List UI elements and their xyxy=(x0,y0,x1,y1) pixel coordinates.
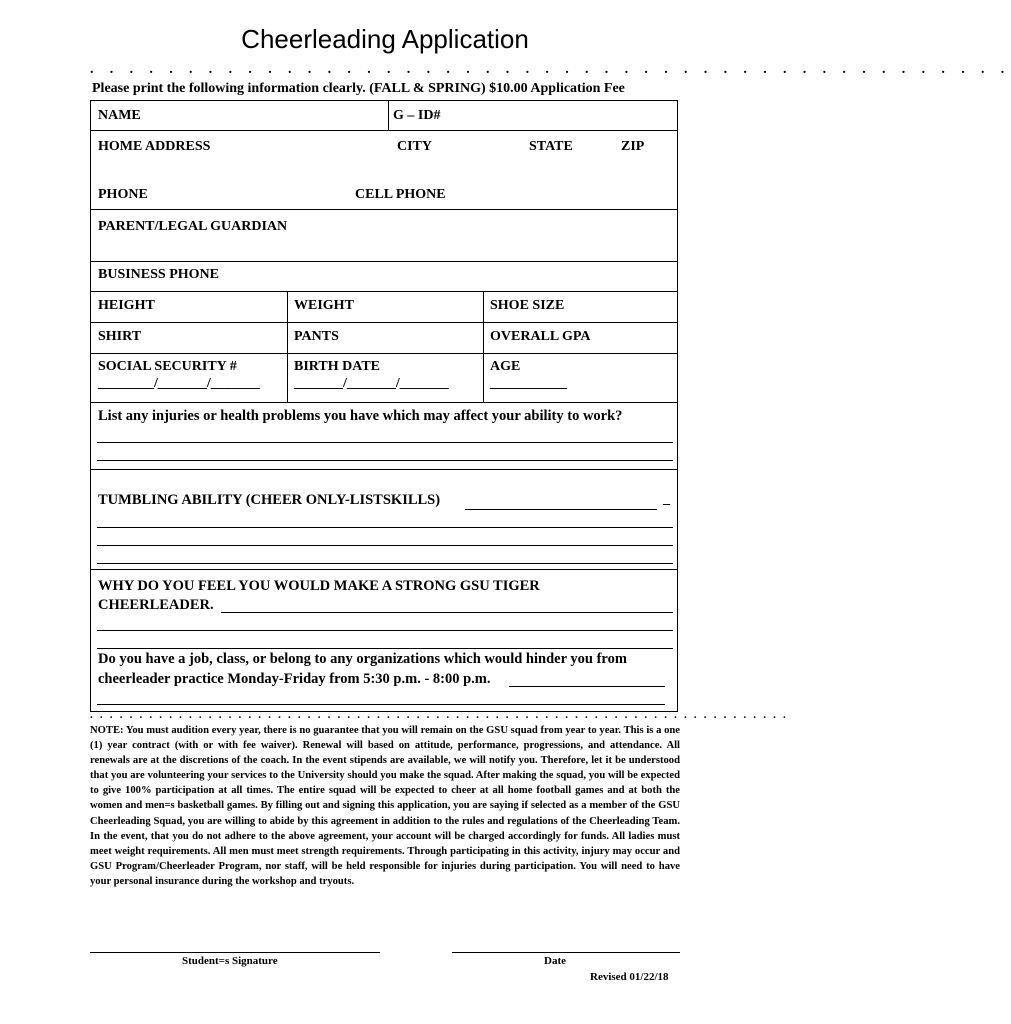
why-question-line2: CHEERLEADER. xyxy=(98,597,214,613)
column-divider xyxy=(483,291,484,402)
injuries-question-text: List any injuries or health problems you have which may affect your ability to work? xyxy=(98,408,623,424)
phone-label: PHONE xyxy=(98,187,148,202)
age-blank[interactable]: ___________ xyxy=(490,376,567,391)
answer-line[interactable] xyxy=(97,527,673,528)
answer-line[interactable] xyxy=(97,648,673,649)
row-divider xyxy=(91,261,677,262)
answer-line[interactable] xyxy=(465,509,657,510)
birth-date-label: BIRTH DATE xyxy=(294,359,380,374)
answer-line[interactable] xyxy=(221,612,673,613)
page-title: Cheerleading Application xyxy=(241,24,529,54)
job-question-line1: Do you have a job, class, or belong to any organizations which would hinder you from xyxy=(98,651,627,667)
row-divider xyxy=(91,353,677,354)
why-question-line1: WHY DO YOU FEEL YOU WOULD MAKE A STRONG GSU TIGER xyxy=(98,578,540,594)
zip-label: ZIP xyxy=(621,139,645,154)
tumbling-label: TUMBLING ABILITY (CHEER ONLY-LISTSKILLS) xyxy=(98,492,441,508)
ssn-blank[interactable]: ________/_______/_______ xyxy=(98,376,260,391)
student-signature-label: Student=s Signature xyxy=(182,955,278,967)
cell-phone-label: CELL PHONE xyxy=(355,187,446,202)
date-line[interactable] xyxy=(452,952,680,953)
age-label: AGE xyxy=(490,359,521,374)
answer-line[interactable] xyxy=(97,563,673,564)
name-label: NAME xyxy=(98,108,141,123)
answer-line[interactable] xyxy=(97,630,673,631)
instructions: Please print the following information clearly. (FALL & SPRING) $10.00 Application Fee xyxy=(92,81,625,96)
application-form xyxy=(90,100,678,712)
ssn-label: SOCIAL SECURITY # xyxy=(98,359,237,374)
shirt-label: SHIRT xyxy=(98,329,142,344)
parent-guardian-label: PARENT/LEGAL GUARDIAN xyxy=(98,219,288,234)
row-divider xyxy=(91,130,677,131)
business-phone-label: BUSINESS PHONE xyxy=(98,267,219,282)
city-label: CITY xyxy=(397,139,433,154)
signature-line[interactable] xyxy=(90,952,380,953)
injuries-question xyxy=(98,408,622,425)
weight-label: WEIGHT xyxy=(294,298,354,313)
answer-line[interactable] xyxy=(97,545,673,546)
note-paragraph xyxy=(90,723,680,889)
overall-gpa-label: OVERALL GPA xyxy=(490,329,591,344)
gid-label: G – ID# xyxy=(393,108,441,123)
revised-label: Revised 01/22/18 xyxy=(590,971,669,983)
answer-line[interactable] xyxy=(97,442,673,443)
tumbling-trail: _ xyxy=(663,492,670,507)
height-label: HEIGHT xyxy=(98,298,155,313)
answer-line[interactable] xyxy=(509,686,665,687)
pants-label: PANTS xyxy=(294,329,339,344)
row-divider xyxy=(91,569,677,570)
dot-leader: . . . . . . . . . . . . . . . . . . . . . . . . . . . . . . . . . . . . . . . . . . . . . . . xyxy=(90,62,1011,77)
answer-line[interactable] xyxy=(97,460,673,461)
home-address-label: HOME ADDRESS xyxy=(98,139,211,154)
row-divider xyxy=(91,209,677,210)
job-question-line2: cheerleader practice Monday-Friday from 5:30 p.m. - 8:00 p.m. xyxy=(98,671,491,687)
column-divider xyxy=(388,101,389,130)
row-divider xyxy=(91,402,677,403)
date-label: Date xyxy=(544,955,566,967)
birth-date-blank[interactable]: _______/_______/_______ xyxy=(294,376,449,391)
note-dot-leader: . . . . . . . . . . . . . . . . . . . . . . . . . . . . . . . . . . . . . . . . . . . . . . . . . . . . . . . . . . . . . . . . . . . . . . . xyxy=(90,709,788,721)
column-divider xyxy=(287,291,288,402)
state-label: STATE xyxy=(529,139,573,154)
row-divider xyxy=(91,291,677,292)
note-text: NOTE: You must audition every year, there is no guarantee that you will remain on the GSU squad from year to year. This is a one (1) year contract (with or with fee waiver). Renewal will based on attitude, performance, progressions, and attendance. All renewals are at the discretions of the coach. In the event stipends are available, we will notify you. Therefore, let it be understood that you are volunteering your services to the University should you make the squad. After making the squad, you will be expected to give 100% participation at all times. The entire squad will be expected to cheer at all home football games and at both the women and men=s basketball games. By filling out and signing this application, you are saying if selected as a member of the GSU Cheerleading Squad, you are willing to abide by this agreement in addition to the rules and regulations of the Cheerleading Team. In the event, that you do not adhere to the above agreement, your account will be charged accordingly for funds. All ladies must meet weight requirements. All men must meet strength requirements. Through participating in this activity, injury may occur and GSU Program/Cheerleader Program, nor staff, will be held responsible for injuries during participation. You will need to have your personal insurance during the workshop and tryouts. xyxy=(90,725,680,887)
row-divider xyxy=(91,322,677,323)
row-divider xyxy=(91,469,677,470)
shoe-size-label: SHOE SIZE xyxy=(490,298,565,313)
answer-line[interactable] xyxy=(97,704,665,705)
